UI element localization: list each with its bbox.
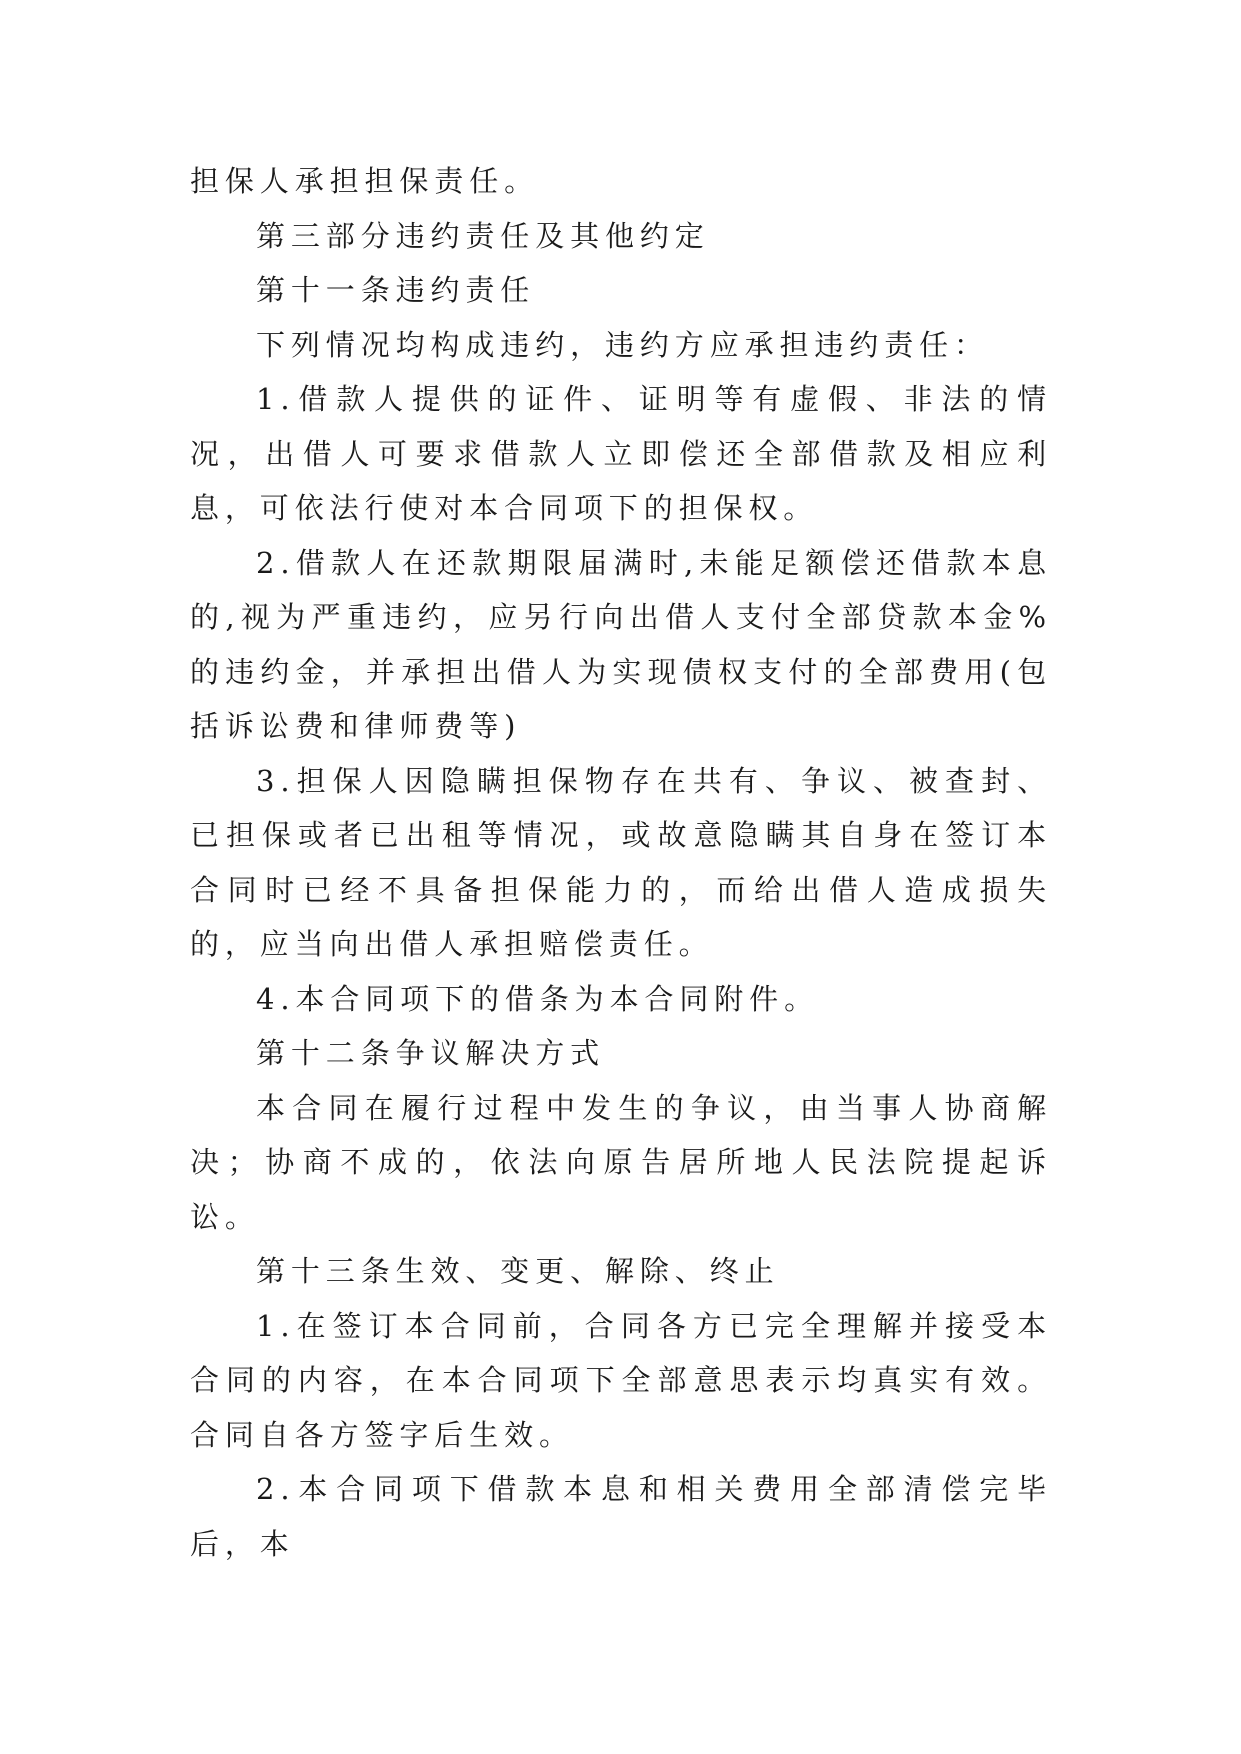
paragraph-dispute-resolution: 本合同在履行过程中发生的争议，由当事人协商解决；协商不成的，依法向原告居所地人民法院提起诉讼。	[190, 1090, 1052, 1234]
clause-breach-1: 1.借款人提供的证件、证明等有虚假、非法的情况，出借人可要求借款人立即偿还全部借款及相应利息，可依法行使对本合同项下的担保权。	[190, 382, 1052, 525]
article-heading-11: 第十一条违约责任	[256, 273, 536, 307]
paragraph-breach-intro: 下列情况均构成违约，违约方应承担违约责任：	[256, 327, 989, 362]
document-body	[190, 154, 1052, 1571]
paragraph-guarantor-liability-end: 担保人承担担保责任。	[190, 164, 540, 198]
clause-breach-4: 4.本合同项下的借条为本合同附件。	[256, 981, 819, 1016]
clause-effect-1: 1.在签订本合同前，合同各方已完全理解并接受本合同的内容，在本合同项下全部意思表示均真实有效。合同自各方签字后生效。	[190, 1308, 1052, 1452]
section-heading-part-three: 第三部分违约责任及其他约定	[256, 218, 710, 253]
clause-breach-2: 2.借款人在还款期限届满时,未能足额偿还借款本息的,视为严重违约，应另行向出借人支付全部贷款本金%的违约金，并承担出借人为实现债权支付的全部费用(包括诉讼费和律师费等)	[190, 545, 1052, 743]
clause-effect-2: 2.本合同项下借款本息和相关费用全部清偿完毕后，本	[190, 1472, 1052, 1561]
article-heading-13: 第十三条生效、变更、解除、终止	[256, 1254, 780, 1288]
article-heading-12: 第十二条争议解决方式	[256, 1036, 606, 1070]
clause-breach-3: 3.担保人因隐瞒担保物存在共有、争议、被查封、已担保或者已出租等情况，或故意隐瞒其自身在签订本合同时已经不具备担保能力的，而给出借人造成损失的，应当向出借人承担赔偿责任。	[190, 763, 1052, 961]
